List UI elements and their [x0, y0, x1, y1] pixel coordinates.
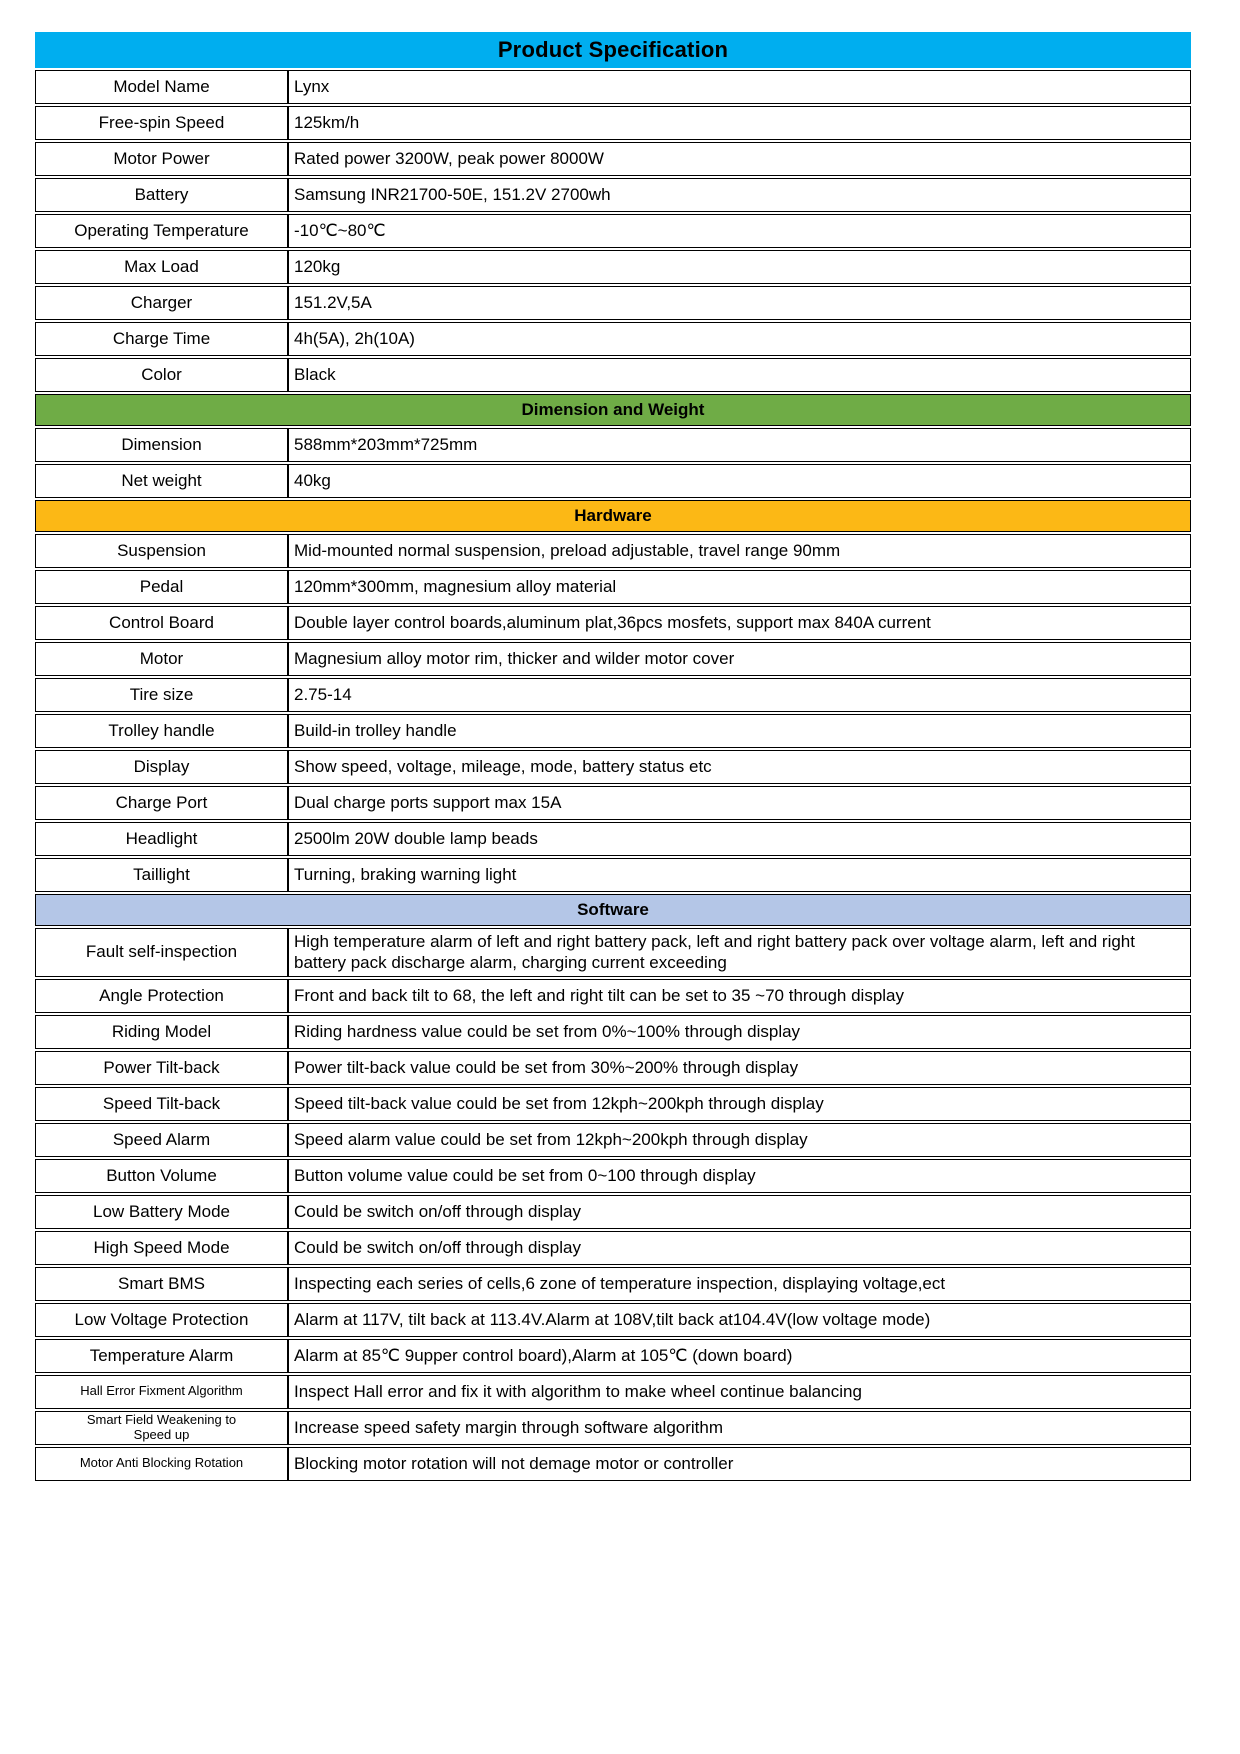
spec-table	[35, 30, 1191, 1483]
spec-value: 120mm*300mm, magnesium alloy material	[288, 570, 1191, 604]
spec-value: Inspecting each series of cells,6 zone of temperature inspection, displaying voltage,ect	[288, 1267, 1191, 1301]
spec-row	[35, 858, 1191, 892]
spec-value: Black	[288, 358, 1191, 392]
spec-label: Low Battery Mode	[35, 1195, 288, 1229]
spec-row	[35, 214, 1191, 248]
spec-row	[35, 1087, 1191, 1121]
spec-row	[35, 464, 1191, 498]
spec-row	[35, 642, 1191, 676]
spec-value: Dual charge ports support max 15A	[288, 786, 1191, 820]
spec-value: Magnesium alloy motor rim, thicker and wilder motor cover	[288, 642, 1191, 676]
spec-label: Fault self-inspection	[35, 928, 288, 977]
spec-row	[35, 714, 1191, 748]
spec-value: Build-in trolley handle	[288, 714, 1191, 748]
spec-value: Samsung INR21700-50E, 151.2V 2700wh	[288, 178, 1191, 212]
spec-label: Free-spin Speed	[35, 106, 288, 140]
spec-row	[35, 106, 1191, 140]
spec-value: Power tilt-back value could be set from 30%~200% through display	[288, 1051, 1191, 1085]
section-row-dimension-weight	[35, 394, 1191, 426]
spec-label: Motor Anti Blocking Rotation	[35, 1447, 288, 1481]
spec-row	[35, 1159, 1191, 1193]
spec-label: Charge Port	[35, 786, 288, 820]
spec-row	[35, 1267, 1191, 1301]
spec-label: Color	[35, 358, 288, 392]
spec-value: 125km/h	[288, 106, 1191, 140]
spec-value: Inspect Hall error and fix it with algorithm to make wheel continue balancing	[288, 1375, 1191, 1409]
spec-row	[35, 1051, 1191, 1085]
spec-row	[35, 822, 1191, 856]
spec-label: Max Load	[35, 250, 288, 284]
spec-row	[35, 142, 1191, 176]
spec-row	[35, 534, 1191, 568]
spec-value: Rated power 3200W, peak power 8000W	[288, 142, 1191, 176]
spec-label: Speed Alarm	[35, 1123, 288, 1157]
spec-row	[35, 678, 1191, 712]
spec-label: Motor Power	[35, 142, 288, 176]
spec-row	[35, 1447, 1191, 1481]
spec-value: 40kg	[288, 464, 1191, 498]
spec-value: Mid-mounted normal suspension, preload adjustable, travel range 90mm	[288, 534, 1191, 568]
spec-value: Alarm at 85℃ 9upper control board),Alarm at 105℃ (down board)	[288, 1339, 1191, 1373]
spec-value: Double layer control boards,aluminum plat,36pcs mosfets, support max 840A current	[288, 606, 1191, 640]
spec-label: Model Name	[35, 70, 288, 104]
spec-row	[35, 250, 1191, 284]
spec-row	[35, 1123, 1191, 1157]
spec-label: Pedal	[35, 570, 288, 604]
spec-row	[35, 750, 1191, 784]
page-title: Product Specification	[35, 32, 1191, 68]
spec-label: Charger	[35, 286, 288, 320]
spec-row	[35, 786, 1191, 820]
spec-row	[35, 1411, 1191, 1445]
title-row	[35, 32, 1191, 68]
spec-value: Could be switch on/off through display	[288, 1195, 1191, 1229]
spec-label: Smart Field Weakening to Speed up	[35, 1411, 288, 1445]
spec-row	[35, 1339, 1191, 1373]
spec-label: Angle Protection	[35, 979, 288, 1013]
section-header-hardware: Hardware	[35, 500, 1191, 532]
spec-value: Increase speed safety margin through software algorithm	[288, 1411, 1191, 1445]
spec-label: Net weight	[35, 464, 288, 498]
spec-row	[35, 1231, 1191, 1265]
spec-row	[35, 358, 1191, 392]
spec-row	[35, 570, 1191, 604]
spec-row	[35, 1015, 1191, 1049]
spec-value: 4h(5A), 2h(10A)	[288, 322, 1191, 356]
spec-value: 120kg	[288, 250, 1191, 284]
spec-row	[35, 322, 1191, 356]
spec-value: Speed tilt-back value could be set from 12kph~200kph through display	[288, 1087, 1191, 1121]
spec-value: 151.2V,5A	[288, 286, 1191, 320]
spec-value: Button volume value could be set from 0~100 through display	[288, 1159, 1191, 1193]
section-header-dimension-weight: Dimension and Weight	[35, 394, 1191, 426]
spec-label: High Speed Mode	[35, 1231, 288, 1265]
spec-label: Hall Error Fixment Algorithm	[35, 1375, 288, 1409]
spec-value: Show speed, voltage, mileage, mode, battery status etc	[288, 750, 1191, 784]
spec-row	[35, 979, 1191, 1013]
spec-label: Smart BMS	[35, 1267, 288, 1301]
spec-label: Speed Tilt-back	[35, 1087, 288, 1121]
spec-value: -10℃~80℃	[288, 214, 1191, 248]
spec-label: Battery	[35, 178, 288, 212]
spec-value: 2500lm 20W double lamp beads	[288, 822, 1191, 856]
spec-label: Display	[35, 750, 288, 784]
spec-row	[35, 178, 1191, 212]
spec-label: Button Volume	[35, 1159, 288, 1193]
spec-value: Alarm at 117V, tilt back at 113.4V.Alarm at 108V,tilt back at104.4V(low voltage mode)	[288, 1303, 1191, 1337]
spec-row	[35, 1303, 1191, 1337]
spec-row	[35, 1375, 1191, 1409]
spec-value: High temperature alarm of left and right battery pack, left and right battery pack over voltage alarm, left and right battery pack discharge alarm, charging current exceeding	[288, 928, 1191, 977]
spec-row	[35, 286, 1191, 320]
spec-label: Control Board	[35, 606, 288, 640]
spec-value: Riding hardness value could be set from 0%~100% through display	[288, 1015, 1191, 1049]
spec-row	[35, 928, 1191, 977]
spec-label: Low Voltage Protection	[35, 1303, 288, 1337]
spec-label: Trolley handle	[35, 714, 288, 748]
spec-label: Dimension	[35, 428, 288, 462]
spec-value: Front and back tilt to 68, the left and right tilt can be set to 35 ~70 through display	[288, 979, 1191, 1013]
section-header-software: Software	[35, 894, 1191, 926]
spec-label: Suspension	[35, 534, 288, 568]
section-row-software	[35, 894, 1191, 926]
spec-row	[35, 606, 1191, 640]
spec-label: Charge Time	[35, 322, 288, 356]
spec-label: Operating Temperature	[35, 214, 288, 248]
spec-value: Lynx	[288, 70, 1191, 104]
spec-label: Tire size	[35, 678, 288, 712]
spec-label: Riding Model	[35, 1015, 288, 1049]
spec-row	[35, 428, 1191, 462]
spec-row	[35, 1195, 1191, 1229]
spec-label: Motor	[35, 642, 288, 676]
spec-value: Blocking motor rotation will not demage motor or controller	[288, 1447, 1191, 1481]
spec-value: Could be switch on/off through display	[288, 1231, 1191, 1265]
spec-value: Speed alarm value could be set from 12kph~200kph through display	[288, 1123, 1191, 1157]
spec-value: 2.75-14	[288, 678, 1191, 712]
spec-value: 588mm*203mm*725mm	[288, 428, 1191, 462]
spec-row	[35, 70, 1191, 104]
spec-label: Headlight	[35, 822, 288, 856]
spec-table-body	[35, 32, 1191, 1481]
section-row-hardware	[35, 500, 1191, 532]
spec-value: Turning, braking warning light	[288, 858, 1191, 892]
spec-label: Temperature Alarm	[35, 1339, 288, 1373]
spec-label: Power Tilt-back	[35, 1051, 288, 1085]
spec-label: Taillight	[35, 858, 288, 892]
